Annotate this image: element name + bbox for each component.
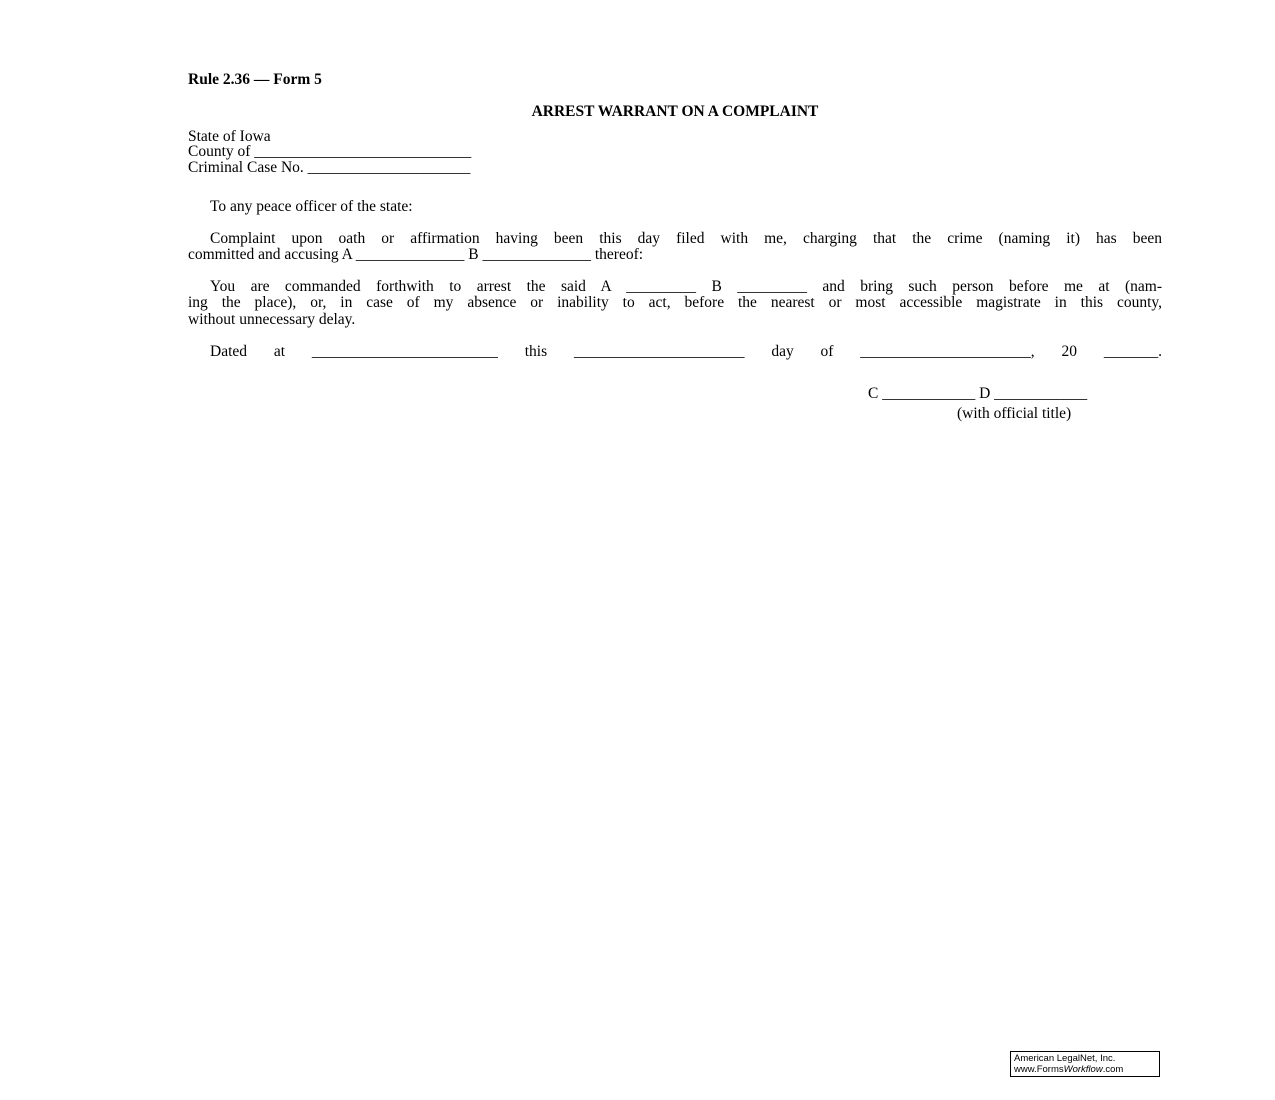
command-paragraph-line: without unnecessary delay.	[188, 311, 356, 328]
footer-url-prefix: www.Forms	[1014, 1064, 1064, 1075]
state-label: State of Iowa	[188, 128, 271, 145]
salutation: To any peace officer of the state:	[210, 198, 413, 215]
dated-line: Dated at ________________________ this ______________________ day of ______________________, 20 _______.	[210, 343, 1162, 360]
signature-title: (with official title)	[957, 405, 1072, 422]
footer-company: American LegalNet, Inc.	[1014, 1053, 1116, 1064]
command-paragraph-line: You are commanded forthwith to arrest the said A _________ B _________ and bring such person before me at (nam-	[210, 278, 1162, 295]
case-number-field: Criminal Case No. _____________________	[188, 159, 471, 176]
legalnet-footer-logo	[1010, 1051, 1160, 1077]
rule-number: Rule 2.36 — Form 5	[188, 71, 322, 88]
county-field: County of ____________________________	[188, 143, 472, 160]
complaint-paragraph-line: Complaint upon oath or affirmation having been this day filed with me, charging that the crime (naming it) has been	[210, 230, 1162, 247]
footer-url	[1014, 1064, 1159, 1075]
complaint-paragraph-line: committed and accusing A ______________ B ______________ thereof:	[188, 246, 644, 263]
command-paragraph-line: ing the place), or, in case of my absence or inability to act, before the nearest or most accessible magistrate in this county,	[188, 294, 1162, 311]
signature-line: C ____________ D ____________	[868, 385, 1088, 402]
document-title: ARREST WARRANT ON A COMPLAINT	[531, 103, 819, 120]
footer-url-suffix: .com	[1102, 1064, 1124, 1075]
footer-url-italic: Workflow	[1063, 1064, 1103, 1075]
